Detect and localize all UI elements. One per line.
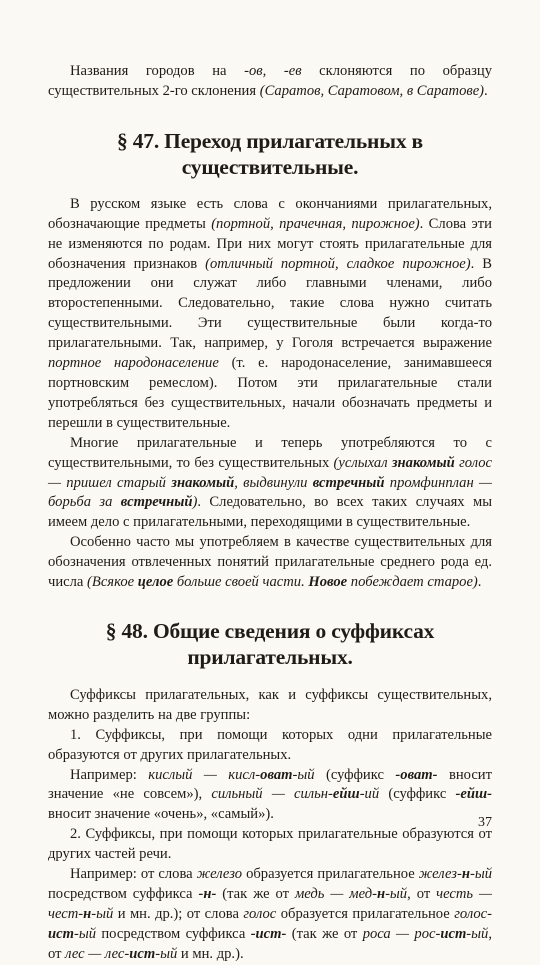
text-run: Многие прилагательные и теперь употребляются то с существительными, то без существительных [48,434,492,471]
bold-italic-run: н [83,905,92,922]
italic-run: -ый [292,766,315,783]
text-run: образуется прилагательное [242,866,419,883]
italic-run: -ый [469,866,493,883]
text-run: (суффикс [314,766,396,783]
text-run: (суффикс [379,786,456,803]
bold-italic-run: ейш [332,786,360,803]
italic-run: -ый [466,925,489,942]
text-run: и мн. др.); от слова [113,905,244,922]
bold-italic-run: -ейш- [455,786,493,803]
italic-run: честь — чест- [48,886,492,922]
italic-run: желез- [418,866,462,883]
italic-run: -ов, -ев [244,63,302,79]
text-run: . В предложении они служат либо главными членами, либо второстепенными. Следовательно, такие слова нужно считать существительными. Эти существительные были когда-то прилагательными. Так, например, у Гоголя встречается выражение [48,255,492,352]
italic-run: железо [196,866,243,883]
italic-run: (портной, прачечная, пирожное) [211,215,420,232]
italic-run: (услыхал [333,454,392,471]
italic-run: побеждает старое) [347,574,478,591]
italic-run: голос- [454,905,492,922]
section-48-paragraph-2: 1. Суффиксы, при помощи которых одни прилагательные образуются от других прилагательных. [48,726,492,763]
bold-italic-run: -н- [198,886,217,902]
text-run: посредством суффикса [96,925,251,942]
text-run: (так же от [286,925,363,942]
bold-italic-run: Новое [308,574,348,591]
text-run: Например: [70,766,149,783]
italic-run: голос — пришел старый [48,454,493,491]
bold-italic-run: встречный [312,474,385,491]
bold-italic-run: ист [129,945,156,962]
bold-italic-run: ист [48,925,74,942]
italic-run: -ый [155,945,178,962]
italic-run: сильный — сильн- [211,786,333,803]
italic-run: медь — мед- [294,886,377,902]
italic-run: больше своей части. [173,574,309,591]
bold-italic-run: целое [137,574,174,591]
text-run: (так же от [216,886,295,902]
text-run: Названия городов на [70,63,245,79]
italic-run: промфинплан — борьба за [48,474,492,511]
text-run: Особенно часто мы употребляем в качестве существительных для обозначения отвлеченных понятий прилагательные среднего рода ед. числа [48,534,492,591]
italic-run: голос [243,905,277,922]
text-run: . [477,574,482,591]
section-48-paragraph-4: 2. Суффиксы, при помощи которых прилагательные образуются от других частей речи. [48,826,492,863]
italic-run: (отличный портной, сладкое пирожное) [205,255,471,272]
bold-italic-run: н [376,886,386,902]
section-48-paragraph-1: Суффиксы прилагательных, как и суффиксы существительных, можно разделить на две группы: [48,686,492,723]
text-run: и мн. др.). [177,945,244,962]
section-47-heading: § 47. Переход прилагательных в существительные. [117,128,423,179]
section-47-paragraph-1 [48,195,492,434]
bold-italic-run: -ист- [250,925,287,942]
text-run: . Следовательно, во всех таких случаях мы имеем дело с прилагательными, переходящими в существительные. [48,494,492,531]
text-run: Например: от слова [70,866,197,883]
bold-italic-run: знакомый [171,474,235,491]
text-run: склоняются по образцу существительных 2-го склонения [48,63,493,99]
italic-run: роса — рос- [362,925,441,942]
text-run: вносит значение «очень», «самый»). [48,806,274,823]
italic-run: ) [192,494,198,511]
intro-paragraph [48,62,492,102]
italic-run: (Саратов, Саратовом, в Саратове) [259,82,485,99]
bold-italic-run: ист [440,925,467,942]
section-47-paragraph-3 [48,533,492,593]
text-run: . Слова эти не изменяются по родам. При них могут стоять прилагательные для обозначения признаков [48,215,492,272]
italic-run: портное народонаселение [48,355,219,372]
text-run: посредством суффикса [48,886,199,902]
text-run: , от [407,886,437,902]
bold-italic-run: н [461,866,470,883]
section-48-paragraph-3 [48,766,492,826]
italic-run: -ий [359,786,380,803]
section-48-heading: § 48. Общие сведения о суффиксах прилагательных. [105,618,435,669]
text-run: образуется прилагательное [276,905,455,922]
text-run: В русском языке есть слова с окончаниями прилагательных, обозначающие предметы [48,195,492,232]
text-run: , от [48,925,492,962]
italic-run: -ый [73,925,96,942]
page-number: 37 [478,815,492,830]
italic-run: кислый — кисл- [148,766,261,783]
italic-run: (Всякое [87,574,138,591]
text-run: . [484,82,488,99]
text-run: вносит значение «не совсем»), [48,766,492,803]
bold-italic-run: оват [260,766,293,783]
italic-run: лес — лес- [65,945,130,962]
text-run: (т. е. народонаселение, занимавшееся портновским ремеслом). Потом эти прилагательные стали употребляться без существительных, начали обозначать предметы и перешли в существительные. [48,355,492,431]
italic-run: -ый [385,886,408,902]
italic-run: , выдвинули [234,474,313,491]
bold-italic-run: -оват- [395,766,438,783]
section-47-paragraph-2 [48,434,492,534]
section-48-paragraph-5 [48,865,492,965]
bold-italic-run: встречный [120,494,193,511]
italic-run: -ый [91,905,114,922]
bold-italic-run: знакомый [391,454,455,471]
